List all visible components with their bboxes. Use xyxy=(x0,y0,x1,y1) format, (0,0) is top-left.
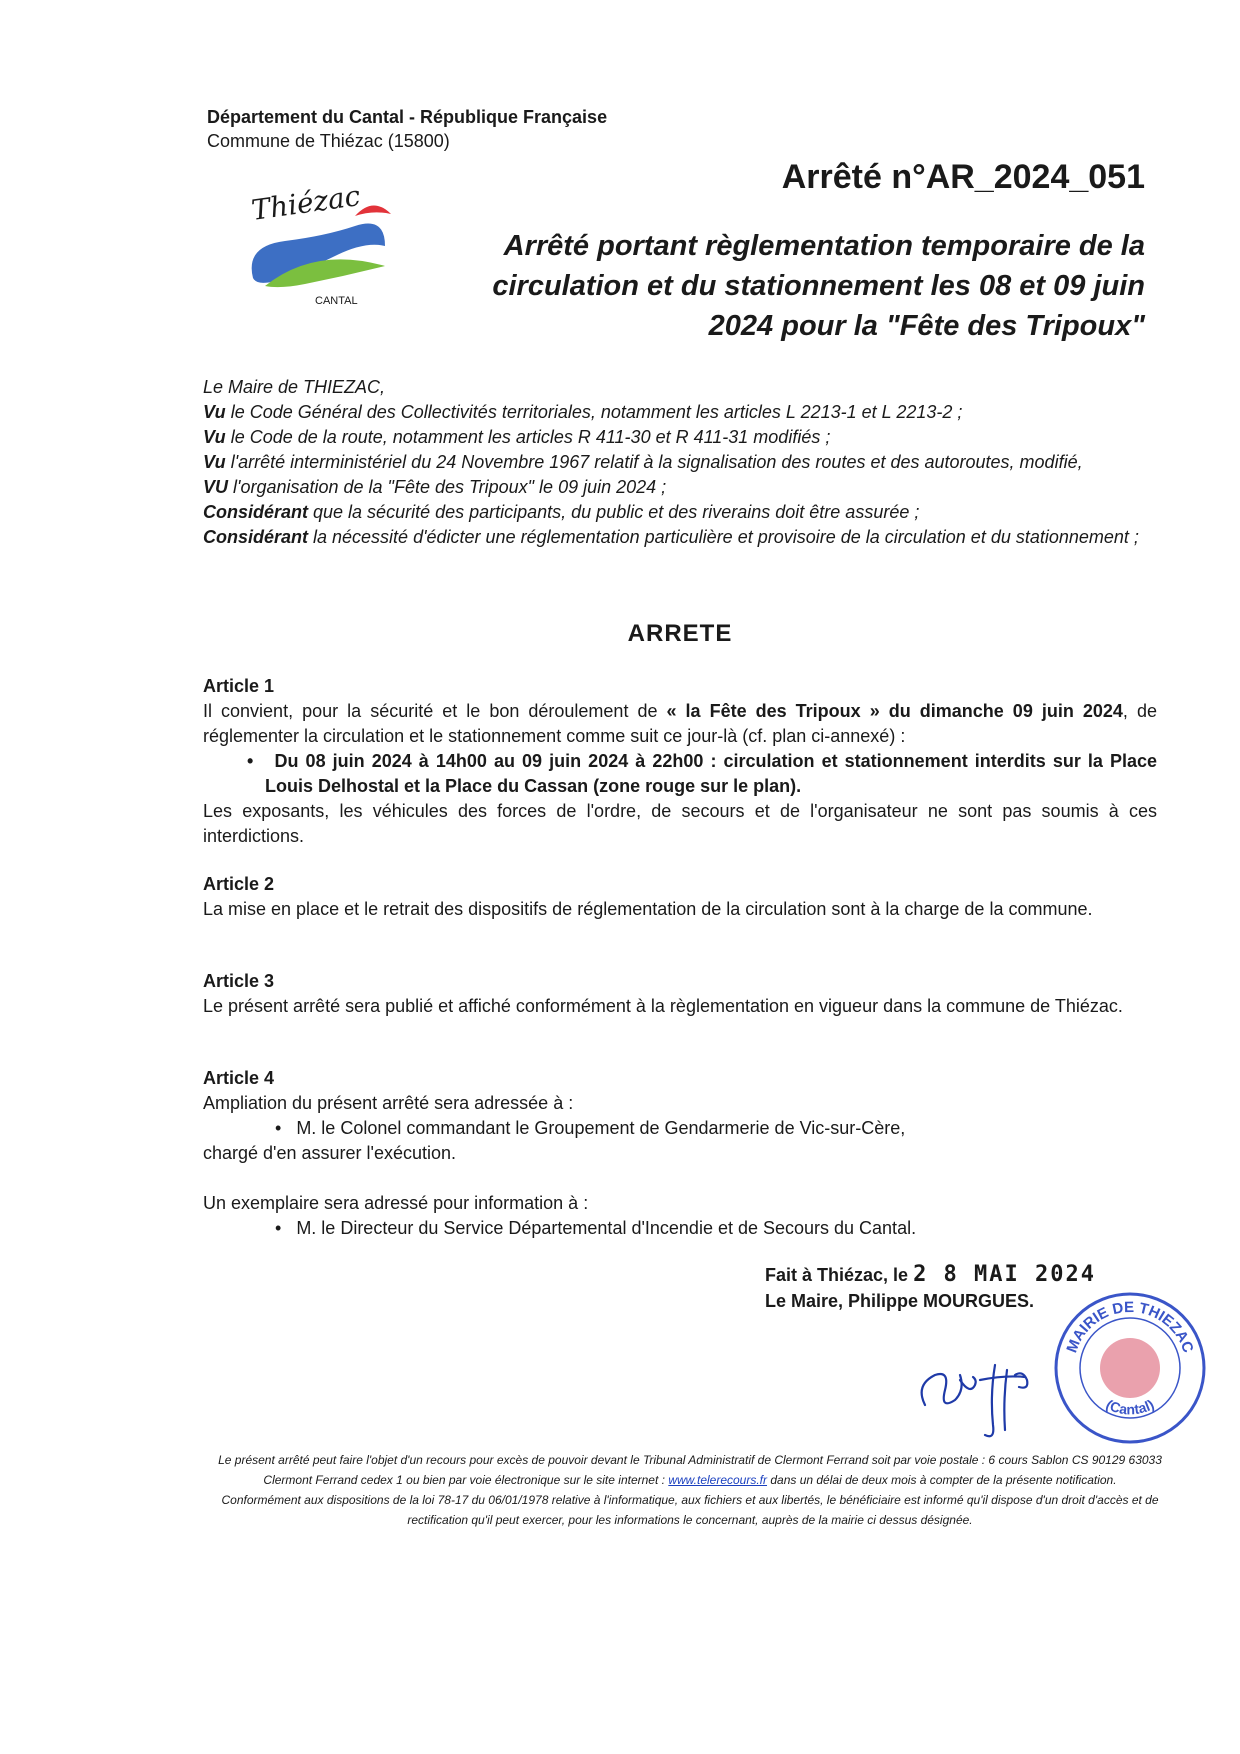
article-1-title: Article 1 xyxy=(203,676,275,696)
article-1-bullet: • Du 08 juin 2024 à 14h00 au 09 juin 2024 à 22h00 : circulation et stationnement interdits sur la Place Louis Delhostal et la Place du Cassan (zone rouge sur le plan). xyxy=(247,751,1158,796)
visa-1: Vu le Code Général des Collectivités territoriales, notamment les articles L 2213-1 et L 2213-2 ; xyxy=(203,402,963,422)
information-bullet: • M. le Directeur du Service Départemental d'Incendie et de Secours du Cantal. xyxy=(275,1218,917,1238)
article-4-title: Article 4 xyxy=(203,1068,275,1088)
legal-footer xyxy=(200,1450,1180,1530)
article-4-bullet: • M. le Colonel commandant le Groupement de Gendarmerie de Vic-sur-Cère, xyxy=(275,1118,906,1138)
article-2 xyxy=(203,872,1157,922)
article-3-title: Article 3 xyxy=(203,971,275,991)
visa-intro: Le Maire de THIEZAC, xyxy=(203,377,386,397)
visa-4: VU l'organisation de la "Fête des Tripoux" le 09 juin 2024 ; xyxy=(203,477,667,497)
telerecours-link[interactable]: www.telerecours.fr xyxy=(668,1473,768,1487)
arrete-number: Arrêté n°AR_2024_051 xyxy=(781,158,1145,196)
article-1 xyxy=(203,674,1157,849)
handwritten-signature xyxy=(915,1335,1055,1445)
footer-cnil: Conformément aux dispositions de la loi 78-17 du 06/01/1978 relative à l'informatique, aux fichiers et aux libertés, le bénéficiaire est informé qu'il dispose d'un droit d'accès et de rectification qu'il peut exercer, pour les informations le concernant, auprès de la mairie ci dessus désignée. xyxy=(221,1493,1159,1527)
article-2-title: Article 2 xyxy=(203,874,275,894)
article-3 xyxy=(203,969,1157,1019)
arrete-subtitle: Arrêté portant règlementation temporaire de la circulation et du stationnement les 08 et 09 juin 2024 pour la "Fête des Tripoux" xyxy=(492,230,1145,342)
department-header: Département du Cantal - République Française xyxy=(207,107,608,127)
article-1-after: Les exposants, les véhicules des forces de l'ordre, de secours et de l'organisateur ne sont pas soumis à ces interdictions. xyxy=(203,801,1157,846)
commune-header: Commune de Thiézac (15800) xyxy=(207,131,450,151)
article-3-text: Le présent arrêté sera publié et affiché conformément à la règlementation en vigueur dans la commune de Thiézac. xyxy=(203,996,1123,1016)
mairie-stamp xyxy=(1052,1290,1208,1446)
signer-name: Le Maire, Philippe MOURGUES. xyxy=(765,1291,1035,1311)
logo-wordmark: Thiézac xyxy=(249,186,363,227)
arrete-heading: ARRETE xyxy=(627,620,733,647)
considerant-1: Considérant que la sécurité des participants, du public et des riverains doit être assurée ; xyxy=(203,502,920,522)
stamp-bottom-text: (Cantal) xyxy=(1103,1396,1157,1418)
visas-block xyxy=(203,375,1157,550)
visa-2: Vu le Code de la route, notamment les articles R 411-30 et R 411-31 modifiés ; xyxy=(203,427,831,447)
logo-region: CANTAL xyxy=(315,295,358,307)
article-4-after: chargé d'en assurer l'exécution. xyxy=(203,1143,457,1163)
article-4-text: Ampliation du présent arrêté sera adressée à : xyxy=(203,1093,574,1113)
signature-block xyxy=(765,1262,1096,1314)
footer-recours: Le présent arrêté peut faire l'objet d'un recours pour excès de pouvoir devant le Tribunal Administratif de Clermont Ferrand soit par voie postale : 6 cours Sablon CS 90129 63033 Clermont Ferrand cedex 1 ou bien par voie électronique sur le site internet : www.telerecours.fr dans un délai de deux mois à compter de la présente notification. xyxy=(218,1453,1162,1487)
article-2-text: La mise en place et le retrait des dispositifs de réglementation de la circulation sont à la charge de la commune. xyxy=(203,899,1093,919)
information-text: Un exemplaire sera adressé pour information à : xyxy=(203,1193,589,1213)
article-4 xyxy=(203,1066,1157,1166)
article-1-text: Il convient, pour la sécurité et le bon déroulement de « la Fête des Tripoux » du dimanche 09 juin 2024, de réglementer la circulation et le stationnement comme suit ce jour-là (cf. plan ci-annexé) : xyxy=(203,701,1157,746)
visa-3: Vu l'arrêté interministériel du 24 Novembre 1967 relatif à la signalisation des routes et des autoroutes, modifié, xyxy=(203,452,1083,472)
signature-place-date: Fait à Thiézac, le 2 8 MAI 2024 xyxy=(765,1262,1097,1287)
stamp-top-text: MAIRIE DE THIEZAC xyxy=(1063,1298,1197,1356)
information-block xyxy=(203,1191,1157,1241)
thiezac-logo xyxy=(245,186,420,311)
signature-date: 2 8 MAI 2024 xyxy=(913,1262,1097,1287)
considerant-2: Considérant la nécessité d'édicter une réglementation particulière et provisoire de la circulation et du stationnement ; xyxy=(203,527,1139,547)
